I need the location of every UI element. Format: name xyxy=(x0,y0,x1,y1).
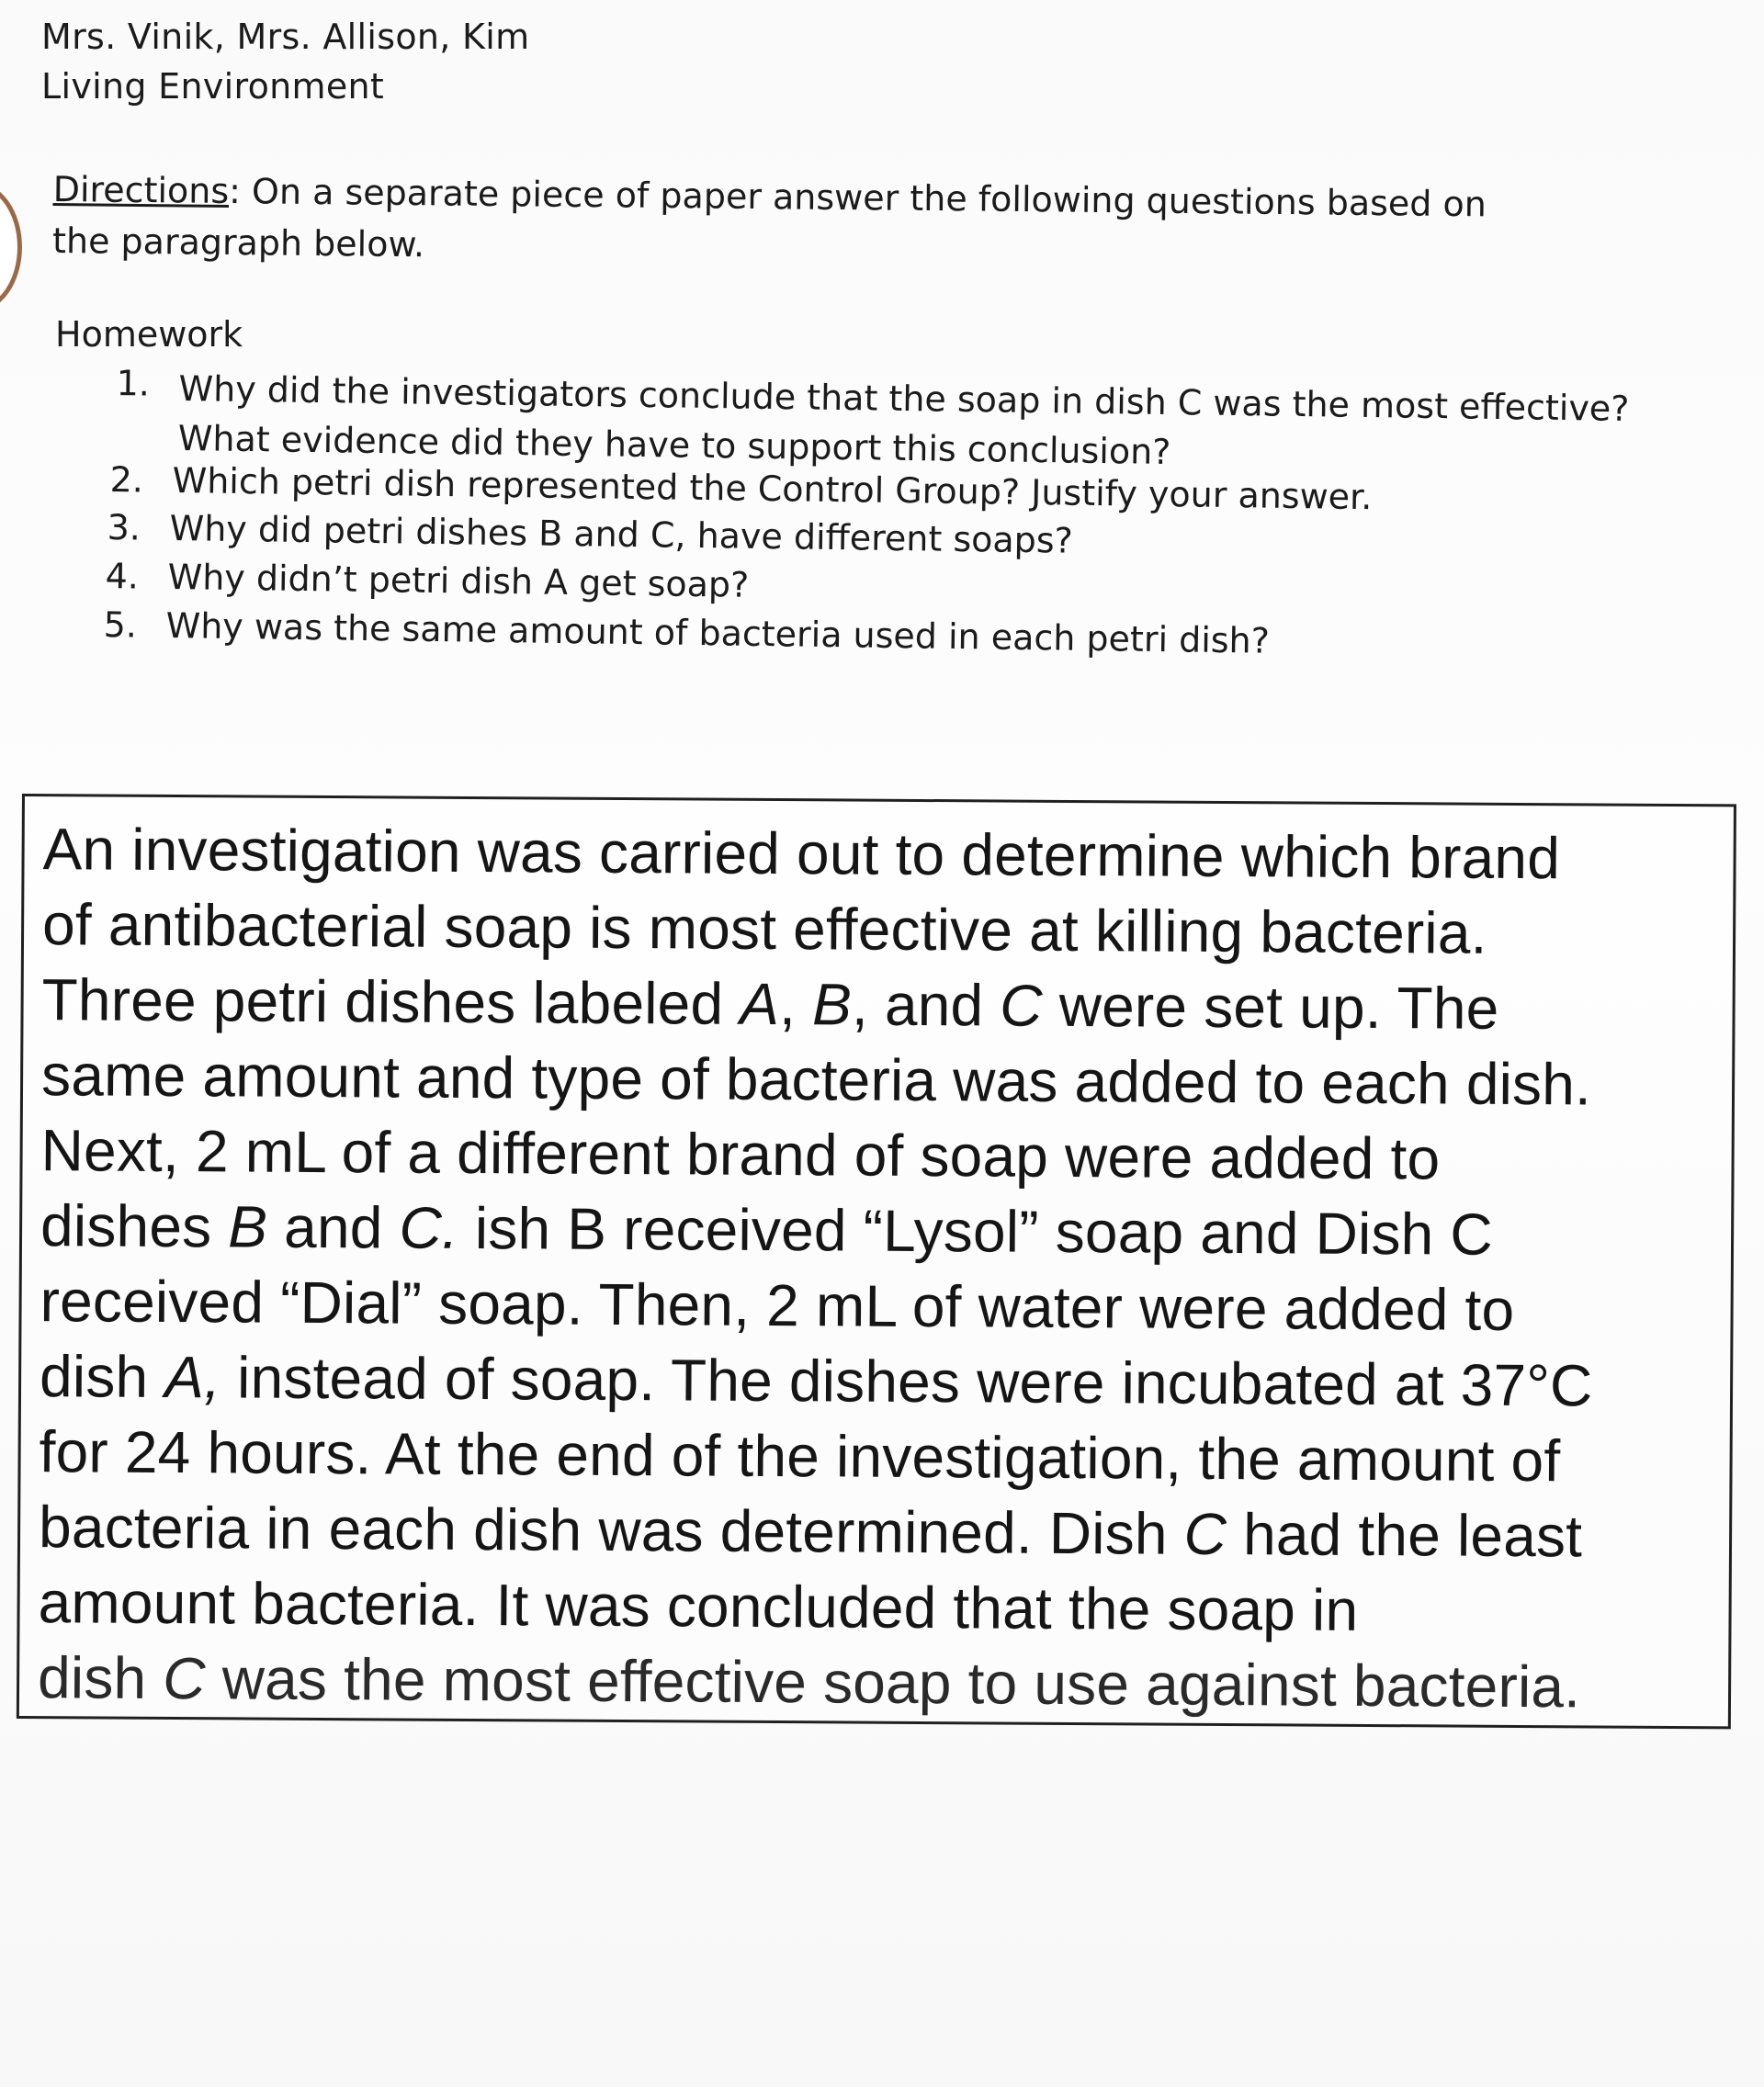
directions-text: : On a separate piece of paper answer the following questions based on the paragraph below. xyxy=(51,171,1487,265)
passage-text: dish xyxy=(39,1343,165,1410)
passage-line: of antibacterial soap is most effective at killing bacteria. xyxy=(41,891,1487,966)
directions xyxy=(52,164,1523,282)
passage-text: ish B received “Lysol” soap and Dish C xyxy=(458,1194,1494,1268)
passage-text: Three petri dishes labeled xyxy=(41,966,741,1037)
question-text: Which petri dish represented the Control Group? Justify your answer. xyxy=(172,459,1373,518)
question-number: 3. xyxy=(107,507,141,548)
passage-line: same amount and type of bacteria was added to each dish. xyxy=(40,1042,1592,1118)
directions-label: Directions xyxy=(52,168,230,212)
passage-line: Next, 2 mL of a different brand of soap were added to xyxy=(40,1117,1441,1192)
course-name: Living Environment xyxy=(41,66,385,107)
passage-text: bacteria in each dish was determined. Dish xyxy=(38,1494,1184,1567)
question-text: Why didn’t petri dish A get soap? xyxy=(167,556,750,605)
dish-label: C. xyxy=(399,1194,459,1261)
passage-text: , xyxy=(778,971,813,1038)
question-text: Why did petri dishes B and C, have different soaps? xyxy=(169,507,1074,561)
dish-label: C xyxy=(1000,972,1043,1039)
question-item xyxy=(105,556,749,605)
dish-label: B xyxy=(811,971,853,1038)
passage-line: received “Dial” soap. Then, 2 mL of water were added to xyxy=(40,1268,1515,1343)
passage-line xyxy=(40,1342,1593,1419)
question-number: 1. xyxy=(116,363,151,404)
question-number: 5. xyxy=(103,604,138,646)
passage-text: was the most effective soap to use against bacteria. xyxy=(205,1645,1581,1720)
homework-title: Homework xyxy=(55,314,243,355)
question-text: Why was the same amount of bacteria used in each petri dish? xyxy=(165,604,1271,661)
passage-text: were set up. The xyxy=(1042,972,1499,1042)
question-number: 2. xyxy=(109,459,144,501)
question-item xyxy=(103,604,1270,661)
question-item xyxy=(107,507,1073,561)
passage-text: instead of soap. The dishes were incubated at 37°C xyxy=(220,1344,1593,1419)
question-number: 4. xyxy=(105,556,140,597)
passage-line xyxy=(40,1191,1493,1269)
passage-line: An investigation was carried out to determine which brand xyxy=(42,816,1561,892)
passage-line: for 24 hours. At the end of the investigation, the amount of xyxy=(39,1418,1561,1495)
passage-line xyxy=(41,965,1498,1043)
dish-label: B xyxy=(228,1193,268,1260)
dish-label: A, xyxy=(164,1343,221,1411)
passage-text: had the least xyxy=(1226,1501,1583,1570)
dish-label: C xyxy=(163,1644,206,1712)
punch-hole xyxy=(0,182,22,312)
passage-box xyxy=(17,794,1736,1729)
passage-text: , and xyxy=(851,971,1001,1039)
dish-label: C xyxy=(1183,1500,1227,1568)
passage-text: and xyxy=(266,1193,400,1261)
passage-line: amount bacteria. It was concluded that the soap in xyxy=(38,1569,1359,1643)
passage-text: dish xyxy=(37,1644,164,1711)
question-text: Why did the investigators conclude that the soap in dish C was the most effective? What evidence did they have to support this conclusion? xyxy=(177,367,1630,473)
passage-text: dishes xyxy=(40,1192,229,1260)
dish-label: A xyxy=(740,970,780,1038)
passage-line xyxy=(38,1643,1581,1720)
teacher-names: Mrs. Vinik, Mrs. Allison, Kim xyxy=(41,17,530,57)
passage-line xyxy=(39,1493,1583,1570)
